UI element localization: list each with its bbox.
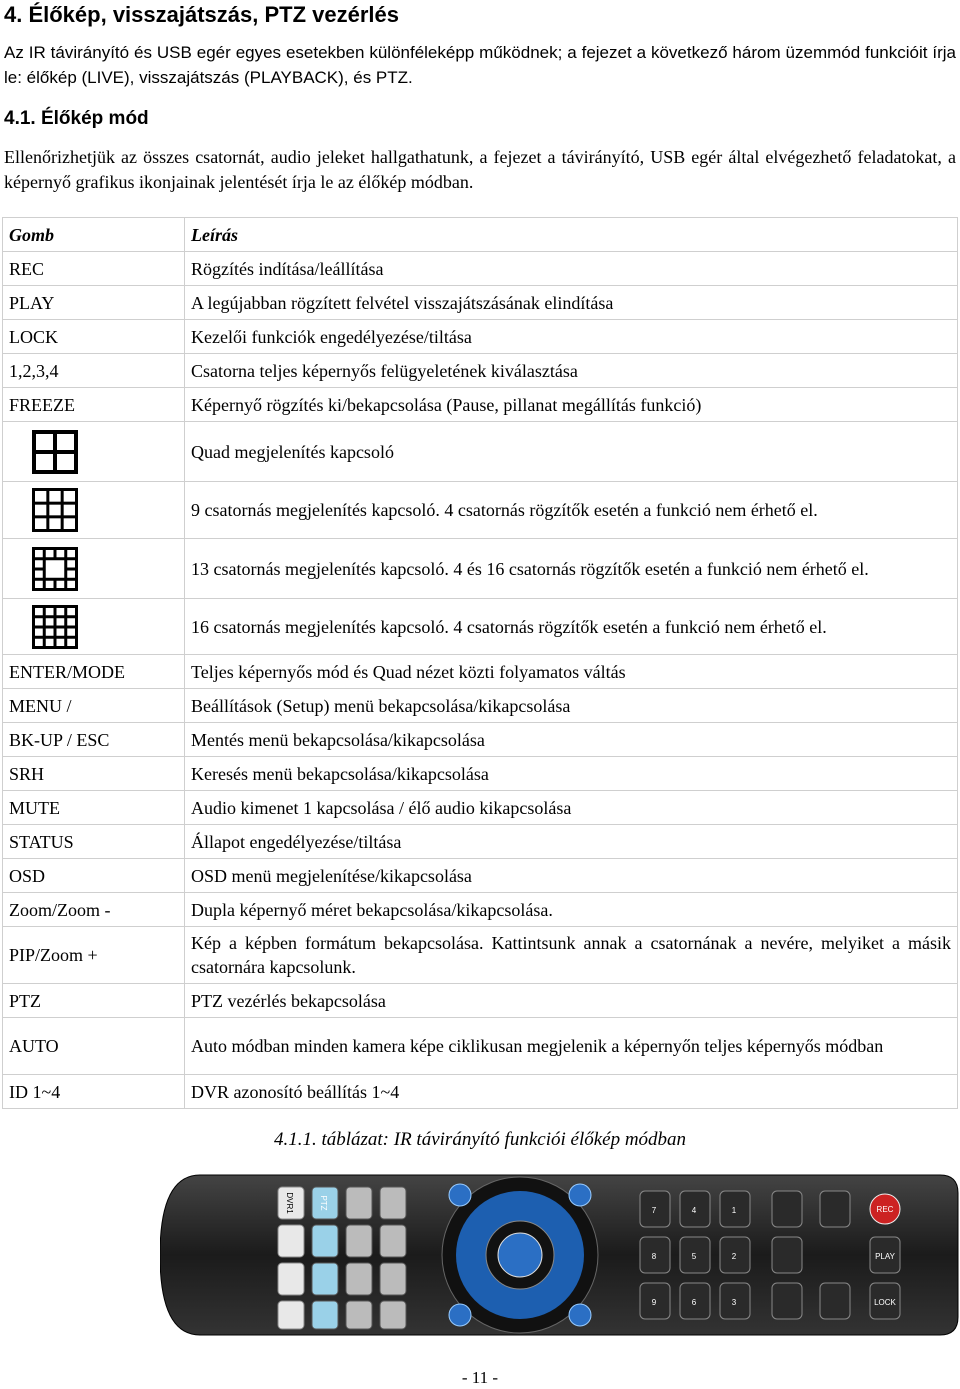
svg-text:6: 6	[691, 1298, 697, 1307]
table-row	[3, 388, 958, 422]
row-desc: Audio kimenet 1 kapcsolása / élő audio kikapcsolása	[185, 791, 958, 825]
row-desc: OSD menü megjelenítése/kikapcsolása	[185, 859, 958, 893]
row-desc: Teljes képernyős mód és Quad nézet közti folyamatos váltás	[185, 655, 958, 689]
row-desc: Dupla képernyő méret bekapcsolása/kikapcsolása.	[185, 893, 958, 927]
nine-view-icon	[31, 487, 79, 533]
row-desc: 9 csatornás megjelenítés kapcsoló. 4 csatornás rögzítők esetén a funkció nem érhető el.	[185, 482, 958, 539]
row-desc: Csatorna teljes képernyős felügyeletének kiválasztása	[185, 354, 958, 388]
row-desc: Mentés menü bekapcsolása/kikapcsolása	[185, 723, 958, 757]
table-row	[3, 655, 958, 689]
thirteen-view-icon	[31, 546, 79, 592]
row-desc: Auto módban minden kamera képe ciklikusan megjelenik a képernyőn teljes képernyős módban	[185, 1018, 958, 1075]
row-key: PLAY	[3, 286, 185, 320]
table-row	[3, 791, 958, 825]
table-row	[3, 927, 958, 984]
table-caption: 4.1.1. táblázat: IR távirányító funkciói élőkép módban	[273, 1129, 687, 1150]
table-row	[3, 757, 958, 791]
row-icon-cell	[3, 599, 185, 655]
row-desc: DVR azonosító beállítás 1~4	[185, 1075, 958, 1109]
table-row	[3, 539, 958, 599]
row-key: LOCK	[3, 320, 185, 354]
table-row	[3, 422, 958, 482]
table-row	[3, 893, 958, 927]
row-key: ID 1~4	[3, 1075, 185, 1109]
quad-view-icon	[31, 429, 79, 475]
row-desc: Beállítások (Setup) menü bekapcsolása/kikapcsolása	[185, 689, 958, 723]
row-desc: A legújabban rögzített felvétel visszajátszásának elindítása	[185, 286, 958, 320]
row-desc: PTZ vezérlés bekapcsolása	[185, 984, 958, 1018]
row-desc: Quad megjelenítés kapcsoló	[185, 422, 958, 482]
row-key: MENU /	[3, 689, 185, 723]
page-number: - 11 -	[461, 1368, 499, 1387]
row-key: OSD	[3, 859, 185, 893]
table-row	[3, 689, 958, 723]
table-row	[3, 984, 958, 1018]
svg-text:REC: REC	[876, 1205, 894, 1214]
svg-text:PLAY: PLAY	[875, 1252, 895, 1261]
row-icon-cell	[3, 539, 185, 599]
row-key: PTZ	[3, 984, 185, 1018]
table-row	[3, 599, 958, 655]
row-key: MUTE	[3, 791, 185, 825]
row-desc: Kép a képben formátum bekapcsolása. Kattintsunk annak a csatornának a nevére, melyiket a másik csatornára kapcsolunk.	[185, 927, 958, 984]
svg-text:1: 1	[731, 1206, 737, 1215]
row-icon-cell	[3, 422, 185, 482]
header-key: Gomb	[3, 218, 185, 252]
svg-text:8: 8	[651, 1252, 657, 1261]
table-row	[3, 286, 958, 320]
svg-text:LOCK: LOCK	[874, 1298, 896, 1307]
svg-text:3: 3	[731, 1298, 737, 1307]
row-desc: 16 csatornás megjelenítés kapcsoló. 4 csatornás rögzítők esetén a funkció nem érhető el.	[185, 599, 958, 655]
remote-control-image	[160, 1165, 960, 1345]
table-row	[3, 825, 958, 859]
row-key: STATUS	[3, 825, 185, 859]
svg-text:DVR1: DVR1	[285, 1192, 294, 1214]
section-heading: 4.1. Élőkép mód	[4, 108, 149, 129]
table-row	[3, 1075, 958, 1109]
svg-text:PTZ: PTZ	[319, 1195, 328, 1211]
row-desc: 13 csatornás megjelenítés kapcsoló. 4 és 16 csatornás rögzítők esetén a funkció nem érhető el.	[185, 539, 958, 599]
table-row	[3, 1018, 958, 1075]
svg-text:4: 4	[691, 1206, 697, 1215]
row-icon-cell	[3, 482, 185, 539]
row-desc: Kezelői funkciók engedélyezése/tiltása	[185, 320, 958, 354]
chapter-heading: 4. Élőkép, visszajátszás, PTZ vezérlés	[4, 2, 399, 27]
row-key: FREEZE	[3, 388, 185, 422]
row-key: AUTO	[3, 1018, 185, 1075]
table-row	[3, 723, 958, 757]
row-key: Zoom/Zoom -	[3, 893, 185, 927]
table-row	[3, 320, 958, 354]
intro-paragraph: Az IR távirányító és USB egér egyes esetekben különféleképp működnek; a fejezet a következő három üzemmód funkcióit írja le: élőkép (LIVE), visszajátszás (PLAYBACK), és PTZ.	[4, 43, 956, 87]
svg-text:7: 7	[651, 1206, 657, 1215]
sixteen-view-icon	[31, 604, 79, 650]
row-key: SRH	[3, 757, 185, 791]
svg-text:2: 2	[731, 1252, 737, 1261]
row-key: PIP/Zoom +	[3, 927, 185, 984]
row-key: BK-UP / ESC	[3, 723, 185, 757]
row-key: ENTER/MODE	[3, 655, 185, 689]
header-desc: Leírás	[185, 218, 958, 252]
row-desc: Rögzítés indítása/leállítása	[185, 252, 958, 286]
row-desc: Keresés menü bekapcsolása/kikapcsolása	[185, 757, 958, 791]
row-key: 1,2,3,4	[3, 354, 185, 388]
table-row	[3, 482, 958, 539]
table-row	[3, 354, 958, 388]
row-key: REC	[3, 252, 185, 286]
table-row	[3, 252, 958, 286]
section-paragraph: Ellenőrizhetjük az összes csatornát, audio jeleket hallgathatunk, a fejezet a távirányító, USB egér által elvégezhető feladatokat, a képernyő grafikus ikonjainak jelentését írja le az élőkép módban.	[4, 147, 956, 192]
svg-text:5: 5	[691, 1252, 697, 1261]
row-desc: Képernyő rögzítés ki/bekapcsolása (Pause, pillanat megállítás funkció)	[185, 388, 958, 422]
table-header-row	[3, 218, 958, 252]
table-row	[3, 859, 958, 893]
svg-text:9: 9	[651, 1298, 657, 1307]
row-desc: Állapot engedélyezése/tiltása	[185, 825, 958, 859]
function-table	[2, 217, 958, 1109]
